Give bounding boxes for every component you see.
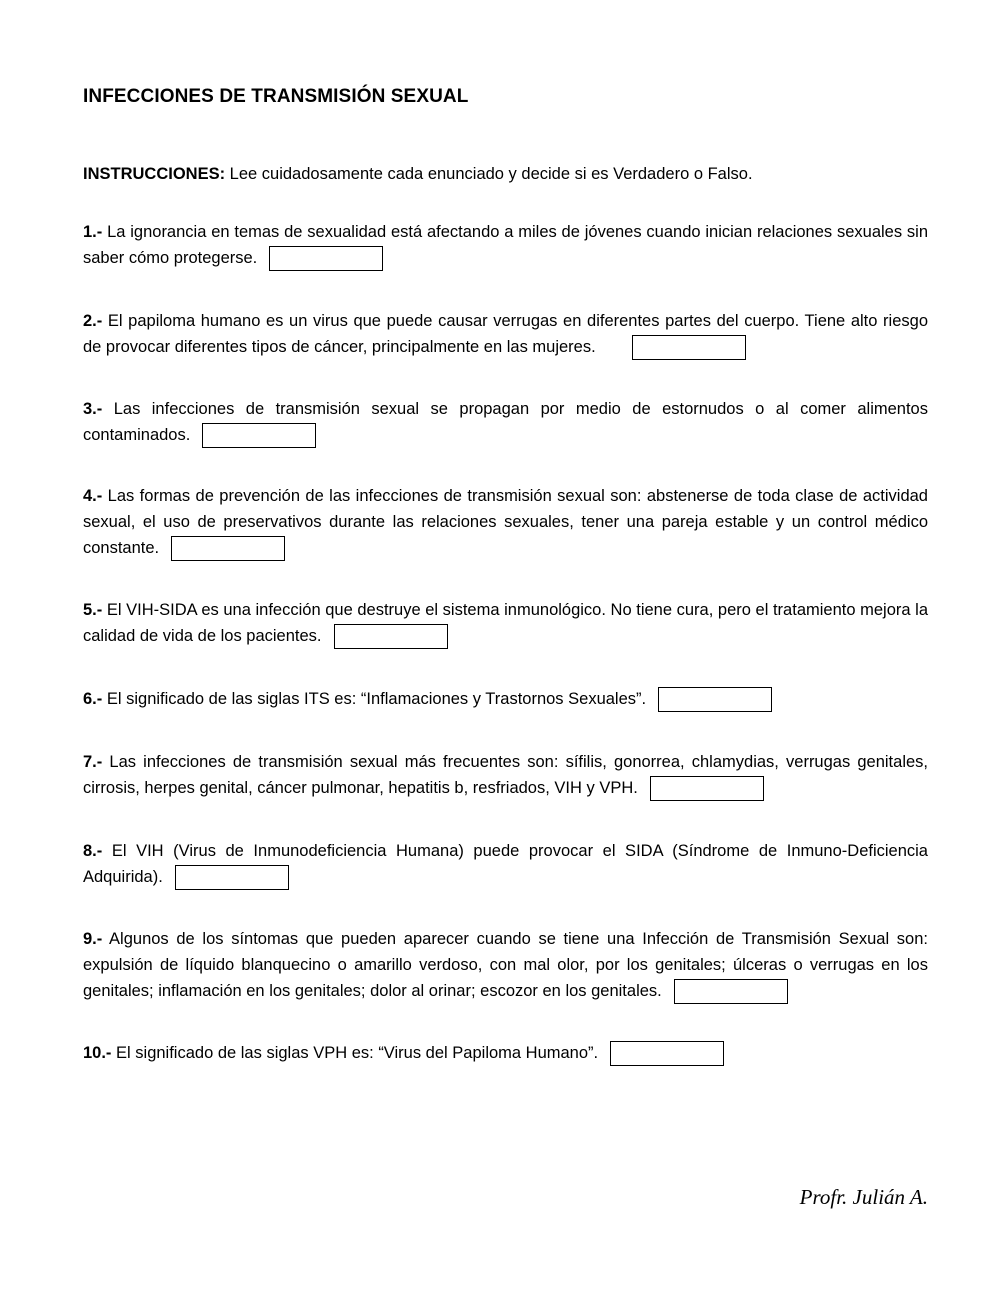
question-2: [83, 308, 928, 360]
question-text: El papiloma humano es un virus que puede causar verrugas en diferentes partes del cuerpo. Tiene alto riesgo de provocar diferentes tipos de cáncer, principalmente en las mujeres.: [83, 312, 928, 356]
question-4: [83, 483, 928, 561]
answer-box-9[interactable]: [674, 979, 788, 1004]
instructions: [83, 165, 928, 184]
question-3: [83, 396, 928, 448]
answer-box-3[interactable]: [202, 423, 316, 448]
question-text: El significado de las siglas ITS es: “Inflamaciones y Trastornos Sexuales”.: [102, 690, 647, 708]
answer-box-8[interactable]: [175, 865, 289, 890]
question-number: 3.-: [83, 400, 103, 418]
page-title: INFECCIONES DE TRANSMISIÓN SEXUAL: [83, 86, 469, 107]
question-text: Las infecciones de transmisión sexual más frecuentes son: sífilis, gonorrea, chlamydias, verrugas genitales, cirrosis, herpes genital, cáncer pulmonar, hepatitis b, resfriados, VIH y VPH.: [83, 753, 928, 797]
question-text: Algunos de los síntomas que pueden aparecer cuando se tiene una Infección de Transmisión Sexual son: expulsión de líquido blanquecino o amarillo verdoso, con mal olor, por los genitales; úlceras o verrugas en los genitales; inflamación en los genitales; dolor al orinar; escozor en los genitales.: [83, 930, 928, 1000]
question-number: 2.-: [83, 312, 103, 330]
question-8: [83, 838, 928, 890]
question-10: [83, 1040, 928, 1066]
answer-box-1[interactable]: [269, 246, 383, 271]
question-text: El VIH-SIDA es una infección que destruye el sistema inmunológico. No tiene cura, pero el tratamiento mejora la calidad de vida de los pacientes.: [83, 601, 928, 645]
answer-box-10[interactable]: [610, 1041, 724, 1066]
question-9: [83, 926, 928, 1004]
question-text: Las infecciones de transmisión sexual se propagan por medio de estornudos o al comer alimentos contaminados.: [83, 400, 928, 444]
question-number: 6.-: [83, 690, 103, 708]
question-text: El significado de las siglas VPH es: “Virus del Papiloma Humano”.: [111, 1044, 599, 1062]
question-6: [83, 686, 928, 712]
question-number: 7.-: [83, 753, 103, 771]
teacher-signature: Profr. Julián A.: [799, 1185, 928, 1209]
question-text: El VIH (Virus de Inmunodeficiencia Humana) puede provocar el SIDA (Síndrome de Inmuno-Deficiencia Adquirida).: [83, 842, 928, 886]
question-number: 8.-: [83, 842, 103, 860]
question-text: La ignorancia en temas de sexualidad está afectando a miles de jóvenes cuando inician relaciones sexuales sin saber cómo protegerse.: [83, 223, 928, 267]
answer-box-5[interactable]: [334, 624, 448, 649]
question-text: Las formas de prevención de las infecciones de transmisión sexual son: abstenerse de toda clase de actividad sexual, el uso de preservativos durante las relaciones sexuales, tener una pareja estable y un control médico constante.: [83, 487, 928, 557]
answer-box-2[interactable]: [632, 335, 746, 360]
question-number: 5.-: [83, 601, 103, 619]
question-number: 9.-: [83, 930, 103, 948]
question-1: [83, 219, 928, 271]
answer-box-6[interactable]: [658, 687, 772, 712]
answer-box-4[interactable]: [171, 536, 285, 561]
question-5: [83, 597, 928, 649]
question-number: 1.-: [83, 223, 103, 241]
question-number: 4.-: [83, 487, 103, 505]
answer-box-7[interactable]: [650, 776, 764, 801]
question-7: [83, 749, 928, 801]
instructions-label: INSTRUCCIONES:: [83, 165, 226, 183]
question-number: 10.-: [83, 1044, 112, 1062]
instructions-text: Lee cuidadosamente cada enunciado y decide si es Verdadero o Falso.: [225, 165, 753, 183]
